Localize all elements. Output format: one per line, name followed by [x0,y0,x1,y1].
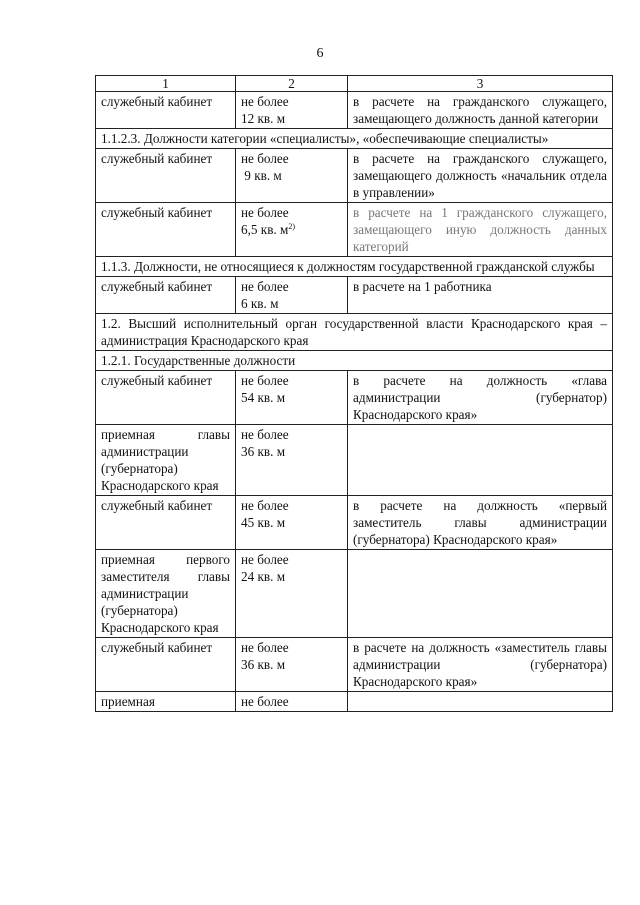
norm-line-2: 36 кв. м [241,657,286,672]
norm-cell [236,638,348,692]
table-row [96,277,613,314]
room-cell: служебный кабинет [96,92,236,129]
column-header-1: 1 [96,76,236,92]
norm-line-2: 9 кв. м [244,168,282,183]
table-header-row [96,76,613,92]
table-row [96,92,613,129]
norm-cell [236,149,348,203]
basis-cell [348,550,613,638]
section-row [96,351,613,371]
section-heading-1-2-1: 1.2.1. Государственные должности [96,351,613,371]
norm-line-1: не более [241,427,289,442]
norm-line-1: не более [241,552,289,567]
norm-cell [236,203,348,257]
norm-cell [236,496,348,550]
table-row [96,638,613,692]
section-heading-1-1-3: 1.1.3. Должности, не относящиеся к должностям государственной гражданской службы [96,257,613,277]
column-header-3: 3 [348,76,613,92]
room-cell: приемная [96,692,236,712]
section-row [96,129,613,149]
column-header-2: 2 [236,76,348,92]
norm-line-2: 54 кв. м [241,390,286,405]
norm-line-1: не более [241,279,289,294]
norm-cell [236,550,348,638]
footnote-marker: 2) [288,222,296,231]
section-row [96,257,613,277]
norm-line-1: не более [241,694,289,709]
norm-line-1: не более [241,151,289,166]
basis-cell: в расчете на 1 работника [348,277,613,314]
norm-line-2: 45 кв. м [241,515,286,530]
norm-cell [236,92,348,129]
norm-line-2: 6 кв. м [241,296,279,311]
table-row [96,550,613,638]
room-cell: служебный кабинет [96,371,236,425]
norm-line-1: не более [241,373,289,388]
table-row [96,149,613,203]
table-row [96,692,613,712]
norm-line-1: не более [241,498,289,513]
norm-cell [236,425,348,496]
basis-cell: в расчете на должность «глава администрации (губернатор) Краснодарского края» [348,371,613,425]
section-heading-1-2: 1.2. Высший исполнительный орган государственной власти Краснодарского края – администрация Краснодарского края [96,314,613,351]
room-cell: приемная главы администрации (губернатора) Краснодарского края [96,425,236,496]
basis-cell: в расчете на гражданского служащего, замещающего должность «начальник отдела в управлении» [348,149,613,203]
norm-cell [236,277,348,314]
basis-cell: в расчете на должность «первый заместитель главы администрации (губернатора) Краснодарского края» [348,496,613,550]
norm-line-1: не более [241,94,289,109]
section-row [96,314,613,351]
norm-line-2: 24 кв. м [241,569,286,584]
table-row [96,371,613,425]
room-cell: служебный кабинет [96,149,236,203]
room-cell: служебный кабинет [96,638,236,692]
room-cell: служебный кабинет [96,496,236,550]
section-heading-1-1-2-3: 1.1.2.3. Должности категории «специалисты», «обеспечивающие специалисты» [96,129,613,149]
basis-cell [348,425,613,496]
norm-line-1: не более [241,205,289,220]
basis-cell: в расчете на 1 гражданского служащего, замещающего иную должность данных категорий [348,203,613,257]
norm-cell [236,692,348,712]
basis-cell [348,692,613,712]
table-row [96,496,613,550]
norm-line-2: 12 кв. м [241,111,286,126]
norm-cell [236,371,348,425]
norm-line-2: 6,5 кв. м [241,222,289,237]
norms-table [95,75,613,712]
room-cell: служебный кабинет [96,203,236,257]
page-number: 6 [316,46,324,61]
norm-line-2: 36 кв. м [241,444,286,459]
table-row [96,203,613,257]
table-row [96,425,613,496]
basis-cell: в расчете на гражданского служащего, замещающего должность данной категории [348,92,613,129]
room-cell: служебный кабинет [96,277,236,314]
basis-cell: в расчете на должность «заместитель главы администрации (губернатора) Краснодарского края» [348,638,613,692]
norm-line-1: не более [241,640,289,655]
room-cell: приемная первого заместителя главы администрации (губернатора) Краснодарского края [96,550,236,638]
